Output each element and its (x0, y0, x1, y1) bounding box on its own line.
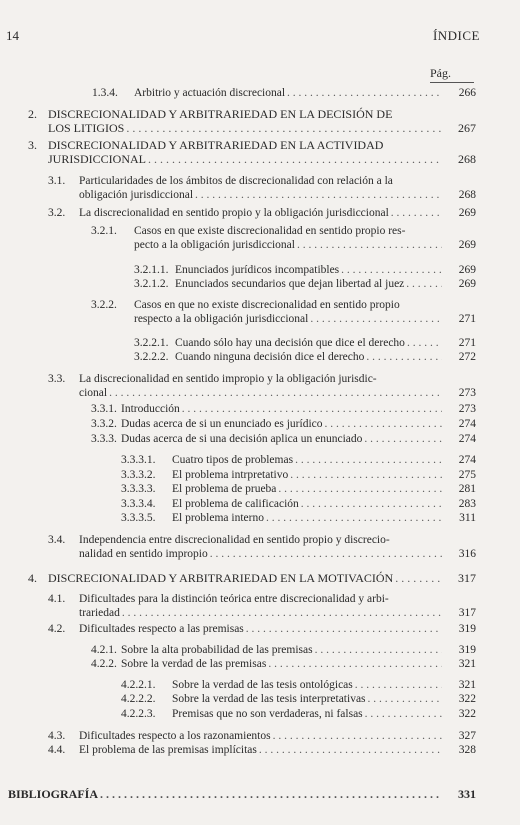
toc-entry-title: Casos en que existe discrecionalidad en sentido propio res- (134, 225, 406, 237)
toc-entry-page: 275 (458, 469, 476, 481)
toc-entry-number: 4.3. (48, 730, 66, 742)
toc-entry-title: Cuatro tipos de problemas (172, 454, 294, 466)
toc-entry-title: El problema interno (172, 512, 264, 524)
toc-entry-page: 331 (458, 787, 476, 801)
page-column-label: Pág. (430, 66, 451, 80)
toc-entry-title: La discrecionalidad en sentido propio y la obligación jurisdiccional (79, 207, 389, 219)
dot-leader (182, 402, 442, 416)
dot-leader (341, 263, 442, 277)
toc-entry-page: 321 (458, 658, 476, 670)
toc-entry-title: Cuando ninguna decisión dice el derecho (175, 351, 365, 363)
toc-entry-number: 4.2.2. (91, 658, 117, 670)
toc-entry-number: 4.2.2.1. (121, 679, 156, 691)
toc-entry-number: 3.3.3.5. (121, 512, 156, 524)
toc-entry-page: 274 (458, 418, 476, 430)
toc-entry-title: Dudas acerca de si un enunciado es jurídico (121, 418, 323, 430)
toc-entry-title: Particularidades de los ámbitos de discrecionalidad con relación a la (79, 175, 393, 187)
toc-entry-number: 4.1. (48, 593, 66, 605)
toc-entry-title: Dificultades respecto a los razonamientos (79, 730, 271, 742)
dot-leader (273, 729, 442, 743)
toc-entry-page: 271 (458, 313, 476, 325)
toc-entry-page: 269 (458, 239, 476, 251)
dot-leader (365, 707, 442, 721)
toc-entry-page: 273 (458, 403, 476, 415)
toc-entry-number: 4. (28, 571, 37, 585)
toc-entry-number: 3.3.3. (91, 433, 117, 445)
dot-leader (148, 152, 442, 166)
dot-leader (278, 482, 442, 496)
toc-entry-title: Independencia entre discrecionalidad en sentido propio y discrecio- (79, 534, 390, 546)
toc-entry-number: 3.3.3.4. (121, 498, 156, 510)
toc-entry-page: 319 (458, 644, 476, 656)
toc-entry-number: 3.3.1. (91, 403, 117, 415)
toc-entry-number: 4.2.2.3. (121, 708, 156, 720)
toc-entry-title: Enunciados secundarios que dejan libertad al juez (175, 278, 405, 290)
toc-entry-page: 272 (458, 351, 476, 363)
toc-entry-page: 328 (458, 744, 476, 756)
dot-leader (366, 350, 442, 364)
toc-entry-page: 267 (458, 121, 476, 135)
dot-leader (287, 86, 442, 100)
toc-entry-number: 2. (28, 107, 37, 121)
toc-entry-page: 321 (458, 679, 476, 691)
toc-entry-title: BIBLIOGRAFÍA (8, 787, 99, 801)
toc-entry-title: Sobre la verdad de las tesis interpretativas (172, 693, 366, 705)
toc-entry-title: Cuando sólo hay una decisión que dice el derecho (175, 337, 405, 349)
toc-entry-page: 269 (458, 264, 476, 276)
toc-entry-title: Arbitrio y actuación discrecional (134, 87, 286, 99)
toc-entry-page: 317 (458, 571, 476, 585)
toc-entry-title: El problema de calificación (172, 498, 299, 510)
dot-leader (295, 453, 442, 467)
toc-entry-number: 4.4. (48, 744, 66, 756)
toc-entry-title: Casos en que no existe discrecionalidad en sentido propio (134, 299, 400, 311)
toc-entry-number: 4.2.2.2. (121, 693, 156, 705)
toc-entry-title: obligación jurisdiccional (79, 189, 194, 201)
dot-leader (325, 417, 443, 431)
toc-entry-title: pecto a la obligación jurisdiccional (134, 239, 295, 251)
toc-entry-number: 3.3.2. (91, 418, 117, 430)
toc-entry-number: 3.3.3.1. (121, 454, 156, 466)
toc-entry-title: trariedad (79, 607, 120, 619)
dot-leader (246, 622, 442, 636)
toc-entry-page: 269 (458, 278, 476, 290)
dot-leader (100, 787, 442, 801)
toc-entry-title: Dudas acerca de si una decisión aplica un enunciado (121, 433, 363, 445)
toc-entry-title: respecto a la obligación jurisdiccional (134, 313, 309, 325)
toc-entry-page: 269 (458, 207, 476, 219)
toc-entry-title: Sobre la alta probabilidad de las premisas (121, 644, 313, 656)
dot-leader (268, 657, 442, 671)
toc-entry-page: 268 (458, 189, 476, 201)
toc-entry-title: DISCRECIONALIDAD Y ARBITRARIEDAD EN LA DECISIÓN DE (48, 107, 393, 121)
toc-entry-number: 1.3.4. (92, 87, 118, 99)
toc-entry-page: 283 (458, 498, 476, 510)
toc-entry-title: JURISDICCIONAL (48, 152, 147, 166)
dot-leader (259, 743, 442, 757)
toc-entry-page: 273 (458, 387, 476, 399)
page-number: 14 (6, 28, 19, 43)
toc-entry-page: 317 (458, 607, 476, 619)
toc-entry-page: 327 (458, 730, 476, 742)
toc-entry-title: Sobre la verdad de las tesis ontológicas (172, 679, 353, 691)
toc-entry-title: El problema de prueba (172, 483, 277, 495)
dot-leader (364, 432, 442, 446)
toc-entry-title: DISCRECIONALIDAD Y ARBITRARIEDAD EN LA ACTIVIDAD (48, 138, 384, 152)
toc-entry-title: Dificultades para la distinción teórica entre discrecionalidad y arbi- (79, 593, 389, 605)
toc-entry-page: 268 (458, 152, 476, 166)
dot-leader (407, 336, 442, 350)
dot-leader (210, 547, 442, 561)
toc-entry-page: 322 (458, 708, 476, 720)
toc-entry-title: Enunciados jurídicos incompatibles (175, 264, 340, 276)
toc-entry-number: 4.2. (48, 623, 66, 635)
toc-entry-page: 281 (458, 483, 476, 495)
dot-leader (315, 643, 442, 657)
dot-leader (297, 238, 442, 252)
toc-entry-number: 3.2.1.2. (134, 278, 169, 290)
dot-leader (195, 188, 442, 202)
dot-leader (391, 206, 442, 220)
dot-leader (290, 468, 442, 482)
toc-entry-page: 319 (458, 623, 476, 635)
toc-entry-number: 3.3.3.2. (121, 469, 156, 481)
toc-entry-number: 3.4. (48, 534, 66, 546)
toc-entry-page: 274 (458, 454, 476, 466)
toc-entry-title: La discrecionalidad en sentido impropio y la obligación jurisdic- (79, 373, 377, 385)
dot-leader (266, 511, 442, 525)
toc-entry-number: 3.2.1. (91, 225, 117, 237)
toc-entry-number: 3.3. (48, 373, 66, 385)
page-column-rule (430, 82, 474, 83)
toc-entry-number: 3.1. (48, 175, 66, 187)
dot-leader (126, 121, 442, 135)
toc-entry-page: 274 (458, 433, 476, 445)
toc-entry-number: 3.2.2. (91, 299, 117, 311)
toc-entry-number: 3.2.1.1. (134, 264, 169, 276)
toc-entry-title: nalidad en sentido impropio (79, 548, 208, 560)
toc-entry-title: DISCRECIONALIDAD Y ARBITRARIEDAD EN LA MOTIVACIÓN (48, 571, 394, 585)
toc-entry-title: El problema de las premisas implícitas (79, 744, 257, 756)
dot-leader (301, 497, 442, 511)
toc-entry-page: 316 (458, 548, 476, 560)
toc-entry-title: LOS LITIGIOS (48, 121, 125, 135)
toc-entry-title: Sobre la verdad de las premisas (121, 658, 267, 670)
toc-entry-number: 3.3.3.3. (121, 483, 156, 495)
toc-entry-page: 266 (458, 87, 476, 99)
toc-entry-title: Premisas que no son verdaderas, ni falsas (172, 708, 363, 720)
dot-leader (355, 678, 442, 692)
toc-entry-title: Introducción (121, 403, 180, 415)
running-header: ÍNDICE (432, 28, 480, 43)
toc-entry-number: 3.2.2.2. (134, 351, 169, 363)
dot-leader (395, 571, 442, 585)
dot-leader (310, 312, 442, 326)
dot-leader (122, 606, 442, 620)
dot-leader (406, 277, 442, 291)
toc-entry-page: 271 (458, 337, 476, 349)
toc-entry-number: 3. (28, 138, 37, 152)
toc-entry-title: cional (79, 387, 108, 399)
toc-entry-page: 311 (459, 512, 476, 524)
dot-leader (109, 386, 442, 400)
toc-entry-number: 4.2.1. (91, 644, 117, 656)
toc-entry-title: El problema intrpretativo (172, 469, 289, 481)
dot-leader (368, 692, 442, 706)
toc-entry-number: 3.2. (48, 207, 66, 219)
toc-entry-number: 3.2.2.1. (134, 337, 169, 349)
toc-entry-page: 322 (458, 693, 476, 705)
toc-entry-title: Dificultades respecto a las premisas (79, 623, 244, 635)
